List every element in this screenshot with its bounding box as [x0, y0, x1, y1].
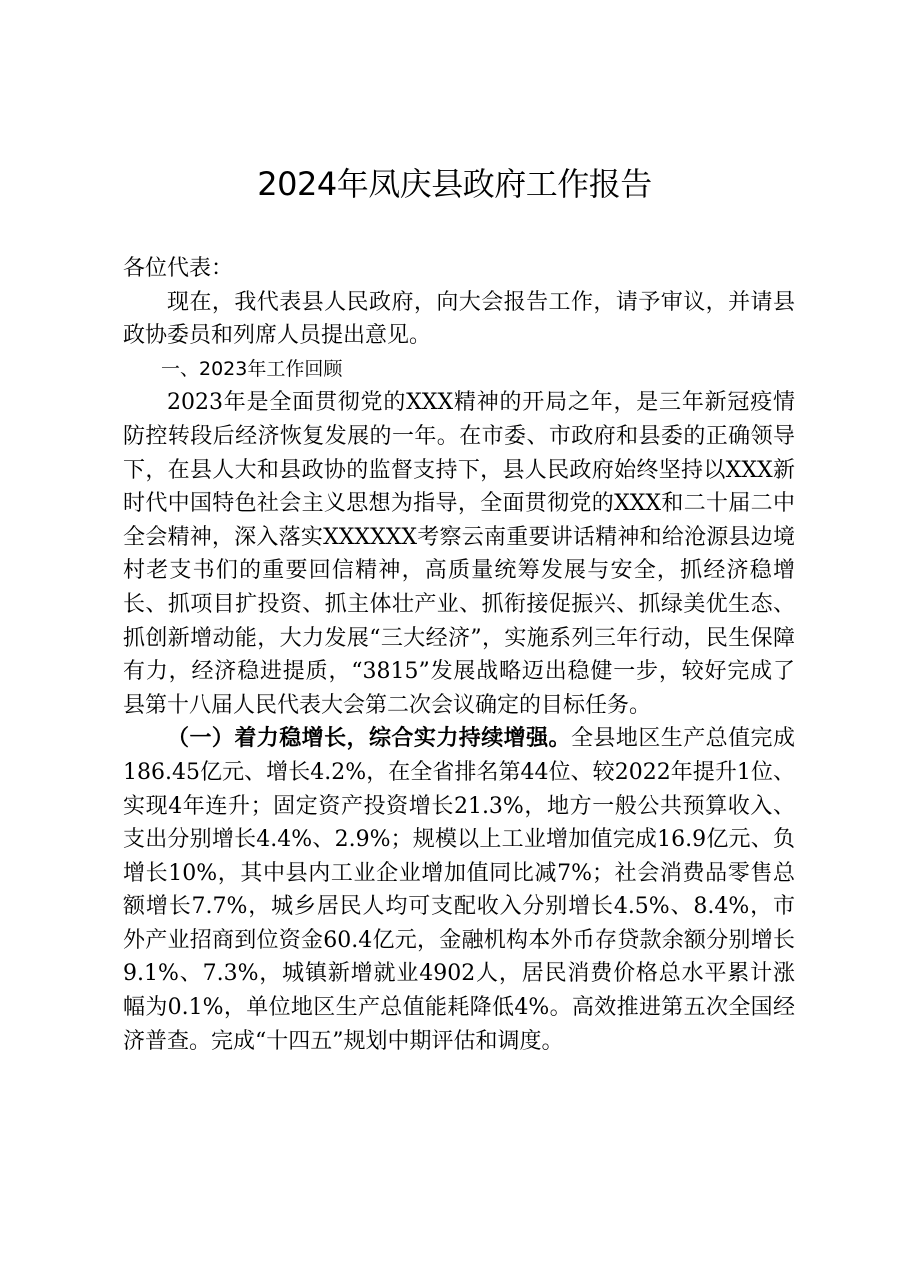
subsection-heading: （一）着力稳增长，综合实力持续增强。: [167, 725, 571, 752]
intro-paragraph: 现在，我代表县人民政府，向大会报告工作，请予审议，并请县政协委员和列席人员提出意见。: [123, 289, 795, 349]
section-heading: 一、2023年工作回顾: [161, 357, 343, 380]
growth-paragraph: [123, 722, 795, 1058]
salutation: 各位代表：: [123, 256, 234, 281]
document-body: [123, 252, 795, 1058]
document-title: 2024年凤庆县政府工作报告: [257, 165, 652, 203]
growth-paragraph-text: 全县地区生产总值完成186.45亿元、增长4.2%，在全省排名第44位、较2022年提升1位、实现4年连升；固定资产投资增长21.3%，地方一般公共预算收入、支出分别增长4.4%、2.9%；规模以上工业增加值完成16.9亿元、负增长10%，其中县内工业企业增加值同比减7%；社会消费品零售总额增长7.7%，城乡居民人均可支配收入分别增长4.5%、8.4%，市外产业招商到位资金60.4亿元，金融机构本外币存贷款余额分别增长9.1%、7.3%，城镇新增就业4902人，居民消费价格总水平累计涨幅为0.1%，单位地区生产总值能耗降低4%。高效推进第五次全国经济普查。完成“十四五”规划中期评估和调度。: [123, 726, 795, 1054]
review-paragraph: 2023年是全面贯彻党的XXX精神的开局之年，是三年新冠疫情防控转段后经济恢复发展的一年。在市委、市政府和县委的正确领导下，在县人大和县政协的监督支持下，县人民政府始终坚持以XXX新时代中国特色社会主义思想为指导，全面贯彻党的XXX和二十届二中全会精神，深入落实XXXXXX考察云南重要讲话精神和给沧源县边境村老支书们的重要回信精神，高质量统筹发展与安全，抓经济稳增长、抓项目扩投资、抓主体壮产业、抓衔接促振兴、抓绿美优生态、抓创新增动能，大力发展“三大经济”，实施系列三年行动，民生保障有力，经济稳进提质，“3815”发展战略迈出稳健一步，较好完成了县第十八届人民代表大会第二次会议确定的目标任务。: [123, 390, 795, 718]
